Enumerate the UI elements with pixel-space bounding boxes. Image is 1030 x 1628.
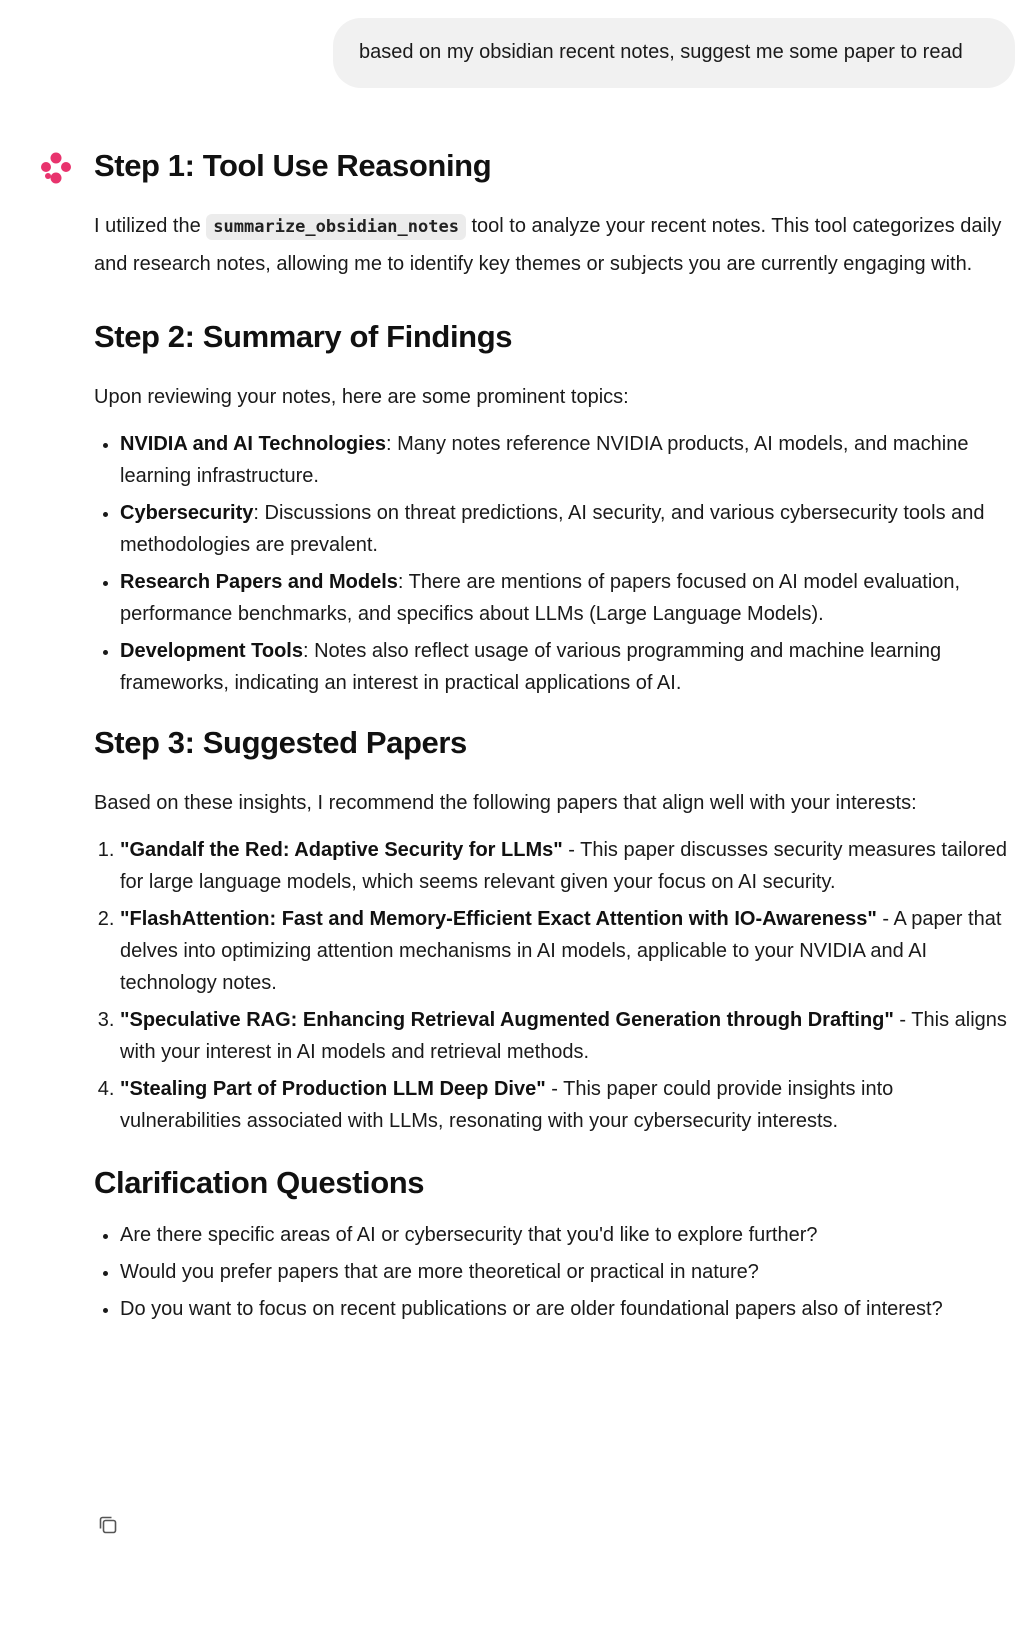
list-item: [120, 566, 1014, 630]
step2-heading: Step 2: Summary of Findings: [94, 319, 513, 354]
user-message-bubble: [333, 18, 1015, 88]
list-item: • Do you want to focus on recent publications or are older foundational papers also of interest?: [120, 1293, 1014, 1325]
list-item: [120, 497, 1014, 561]
paper-description: - This paper could provide insights into vulnerabilities associated with LLMs, resonating with your cybersecurity interests.: [120, 1078, 894, 1132]
paper-title: "Speculative RAG: Enhancing Retrieval Augmented Generation through Drafting": [120, 1009, 894, 1031]
list-item: • Are there specific areas of AI or cybersecurity that you'd like to explore further?: [120, 1219, 1014, 1251]
clarification-heading: Clarification Questions: [94, 1165, 425, 1200]
paper-title: "Stealing Part of Production LLM Deep Dive": [120, 1078, 546, 1100]
step2-intro: Upon reviewing your notes, here are some prominent topics:: [94, 386, 629, 408]
list-item-title: Development Tools: [120, 640, 303, 662]
user-message-text: based on my obsidian recent notes, suggest me some paper to read: [359, 41, 963, 63]
step1-heading: Step 1: Tool Use Reasoning: [94, 148, 492, 183]
paper-description: - A paper that delves into optimizing attention mechanisms in AI models, applicable to your NVIDIA and AI technology notes.: [120, 908, 1002, 994]
list-item-text: : Notes also reflect usage of various programming and machine learning frameworks, indicating an interest in practical applications of AI.: [120, 640, 942, 694]
topics-list: [94, 428, 1014, 699]
list-item: [120, 428, 1014, 492]
clarification-list: [94, 1219, 1014, 1325]
papers-list: [94, 834, 1014, 1137]
paper-item: [120, 834, 1014, 898]
paper-title: "FlashAttention: Fast and Memory-Efficient Exact Attention with IO-Awareness": [120, 908, 877, 930]
list-item-text: : Discussions on threat predictions, AI security, and various cybersecurity tools and methodologies are prevalent.: [120, 502, 985, 556]
tool-name-code: summarize_obsidian_notes: [206, 214, 466, 240]
step3-heading: Step 3: Suggested Papers: [94, 725, 467, 760]
paper-item: [120, 903, 1014, 999]
list-item-text: : There are mentions of papers focused on AI model evaluation, performance benchmarks, and specifics about LLMs (Large Language Models).: [120, 571, 961, 625]
step1-text-after: tool to analyze your recent notes. This tool categorizes daily and research notes, allowing me to identify key themes or subjects you are currently engaging with.: [94, 215, 1002, 275]
paper-item: [120, 1073, 1014, 1137]
list-item-title: Research Papers and Models: [120, 571, 398, 593]
step1-body: [94, 208, 1014, 283]
list-item: • Would you prefer papers that are more theoretical or practical in nature?: [120, 1256, 1014, 1288]
assistant-response: [94, 146, 1014, 1330]
step1-text-before: I utilized the: [94, 215, 207, 237]
list-item-title: NVIDIA and AI Technologies: [120, 433, 386, 455]
paper-description: - This paper discusses security measures tailored for large language models, which seems relevant given your focus on AI security.: [120, 839, 1007, 893]
list-item-title: Cybersecurity: [120, 502, 254, 524]
paper-item: [120, 1004, 1014, 1068]
paper-description: - This aligns with your interest in AI models and retrieval methods.: [120, 1009, 1007, 1063]
list-item-text: : Many notes reference NVIDIA products, AI models, and machine learning infrastructure.: [120, 433, 969, 487]
copy-icon[interactable]: [96, 1513, 120, 1537]
step3-intro: Based on these insights, I recommend the following papers that align well with your interests:: [94, 792, 917, 814]
assistant-logo-icon: [38, 151, 74, 187]
paper-title: "Gandalf the Red: Adaptive Security for LLMs": [120, 839, 563, 861]
list-item: [120, 635, 1014, 699]
